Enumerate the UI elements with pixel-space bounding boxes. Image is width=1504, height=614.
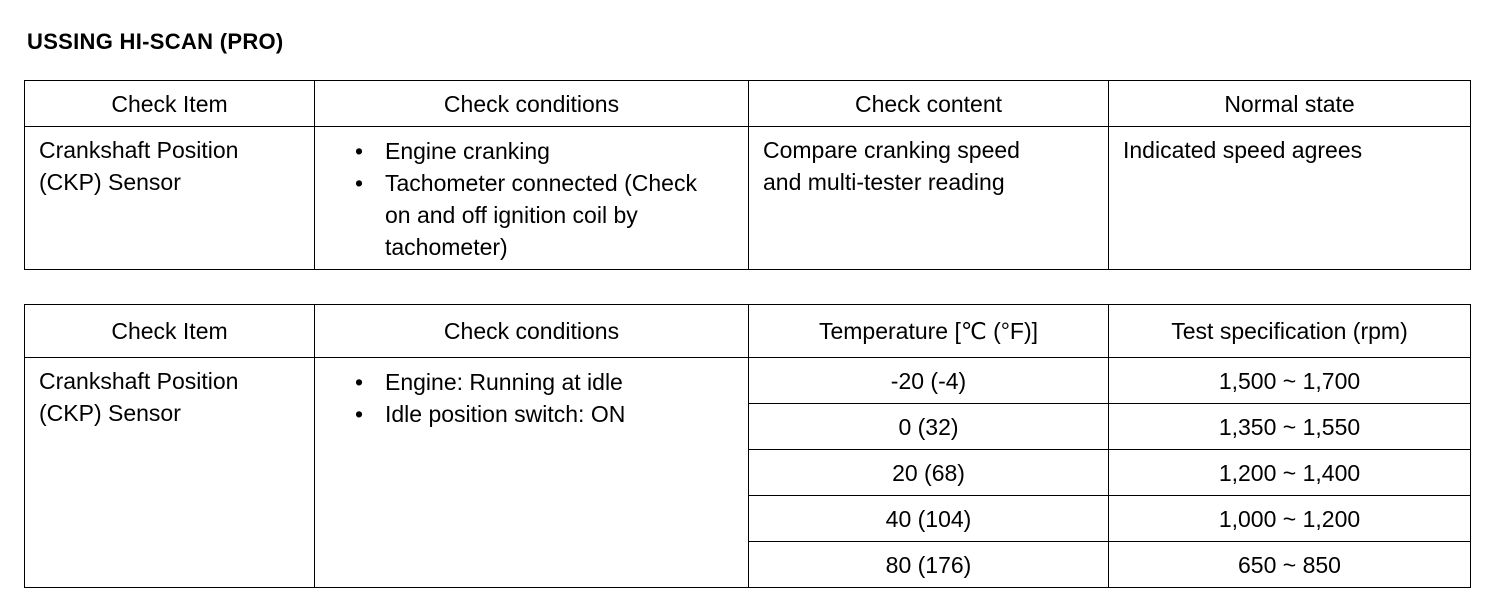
check-content-line: Compare cranking speed	[763, 137, 1020, 163]
cranking-check-table	[24, 80, 1471, 270]
column-header-check-item: Check Item	[25, 305, 315, 358]
table-row	[25, 358, 1471, 404]
spec-cell: 1,000 ~ 1,200	[1109, 496, 1471, 542]
spec-cell: 1,200 ~ 1,400	[1109, 450, 1471, 496]
temperature-cell: -20 (-4)	[749, 358, 1109, 404]
condition-item: • Tachometer connected (Check on and off ignition coil by tachometer)	[355, 167, 708, 263]
temperature-cell: 40 (104)	[749, 496, 1109, 542]
normal-state-text: Indicated speed agrees	[1123, 137, 1363, 163]
check-content-cell	[749, 127, 1109, 270]
spec-cell: 1,500 ~ 1,700	[1109, 358, 1471, 404]
table-header-row	[25, 305, 1471, 358]
temperature-cell: 0 (32)	[749, 404, 1109, 450]
column-header-normal-state: Normal state	[1109, 81, 1471, 127]
condition-item: • Engine cranking	[355, 135, 708, 167]
check-conditions-cell	[315, 358, 749, 588]
column-header-check-item: Check Item	[25, 81, 315, 127]
column-header-check-content: Check content	[749, 81, 1109, 127]
page-title: USSING HI-SCAN (PRO)	[27, 29, 284, 54]
condition-item: • Engine: Running at idle	[355, 366, 748, 398]
condition-item: • Idle position switch: ON	[355, 398, 748, 430]
check-item-line: (CKP) Sensor	[39, 169, 181, 195]
column-header-check-conditions: Check conditions	[315, 305, 749, 358]
idle-speed-spec-table	[24, 304, 1471, 588]
check-item-line: Crankshaft Position	[39, 137, 239, 163]
check-item-line: (CKP) Sensor	[39, 400, 181, 426]
check-content-line: and multi-tester reading	[763, 169, 1005, 195]
normal-state-cell	[1109, 127, 1471, 270]
temperature-cell: 20 (68)	[749, 450, 1109, 496]
spec-cell: 650 ~ 850	[1109, 542, 1471, 588]
column-header-check-conditions: Check conditions	[315, 81, 749, 127]
check-conditions-cell	[315, 127, 749, 270]
table-header-row	[25, 81, 1471, 127]
check-item-line: Crankshaft Position	[39, 368, 239, 394]
check-item-cell	[25, 127, 315, 270]
column-header-temperature: Temperature [℃ (°F)]	[749, 305, 1109, 358]
column-header-test-specification: Test specification (rpm)	[1109, 305, 1471, 358]
table-row	[25, 127, 1471, 270]
check-item-cell	[25, 358, 315, 588]
spec-cell: 1,350 ~ 1,550	[1109, 404, 1471, 450]
temperature-cell: 80 (176)	[749, 542, 1109, 588]
